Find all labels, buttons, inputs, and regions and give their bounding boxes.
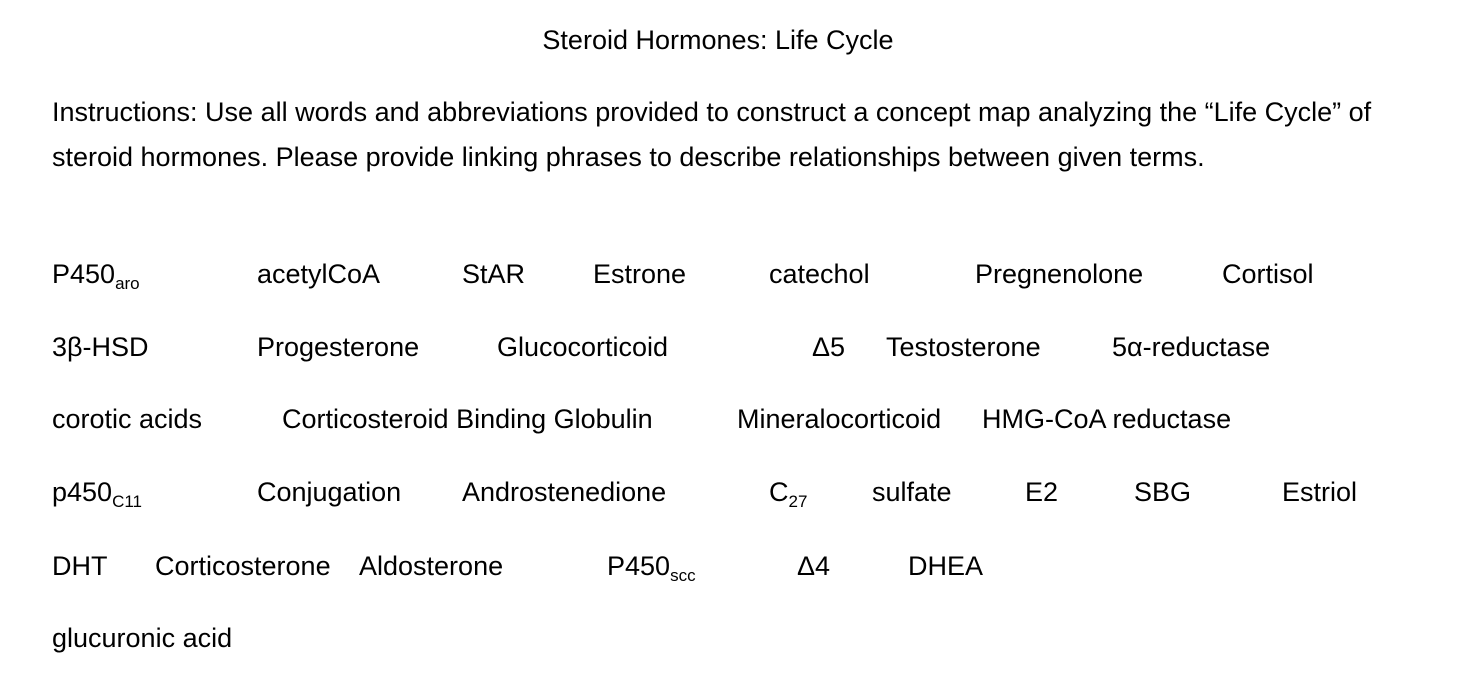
instructions-paragraph: Instructions: Use all words and abbreviations provided to construct a concept map analyzing the “Life Cycle” of steroid hormones. Please provide linking phrases to describe relationships between given terms.: [52, 97, 1372, 172]
term-hmg-coa-reductase: HMG-CoA reductase: [982, 404, 1232, 434]
term-pregnenolone: Pregnenolone: [975, 259, 1144, 289]
term-sbg: SBG: [1134, 477, 1192, 507]
term-e2: E2: [1025, 477, 1059, 507]
term-dhea: DHEA: [908, 551, 984, 581]
term-acetylcoa: acetylCoA: [257, 259, 381, 289]
term-glucuronic-acid: glucuronic acid: [52, 623, 233, 653]
term-3b-hsd: 3β-HSD: [52, 332, 149, 362]
term-progesterone: Progesterone: [257, 332, 420, 362]
term-sulfate: sulfate: [872, 477, 952, 507]
term-aldosterone: Aldosterone: [359, 551, 504, 581]
term-testosterone: Testosterone: [886, 332, 1041, 362]
term-cortisol: Cortisol: [1222, 259, 1314, 289]
term-p450aro: $P450_{aro}$: [52, 259, 140, 293]
term-corticosteroid-binding-globulin: Corticosteroid Binding Globulin: [282, 404, 653, 434]
term-p450scc: $P450_{scc}$: [607, 551, 696, 585]
term-p450c11: $p450_{C11}$: [52, 477, 143, 511]
term-dht: DHT: [52, 551, 108, 581]
term-estrone: Estrone: [593, 259, 687, 289]
term-corticosterone: Corticosterone: [155, 551, 331, 581]
term-corotic-acids: corotic acids: [52, 404, 203, 434]
term-estriol: Estriol: [1282, 477, 1358, 507]
term-mineralocorticoid: Mineralocorticoid: [737, 404, 942, 434]
term-delta5: Δ5: [812, 332, 846, 362]
term-catechol: catechol: [769, 259, 870, 289]
term-delta4: Δ4: [797, 551, 831, 581]
term-conjugation: Conjugation: [257, 477, 402, 507]
term-androstenedione: Androstenedione: [462, 477, 667, 507]
page-title: Steroid Hormones: Life Cycle: [542, 25, 894, 55]
term-star: StAR: [462, 259, 526, 289]
term-c27: $C_{27}$: [769, 477, 808, 511]
term-glucocorticoid: Glucocorticoid: [497, 332, 669, 362]
term-5a-reductase: 5α-reductase: [1112, 332, 1271, 362]
